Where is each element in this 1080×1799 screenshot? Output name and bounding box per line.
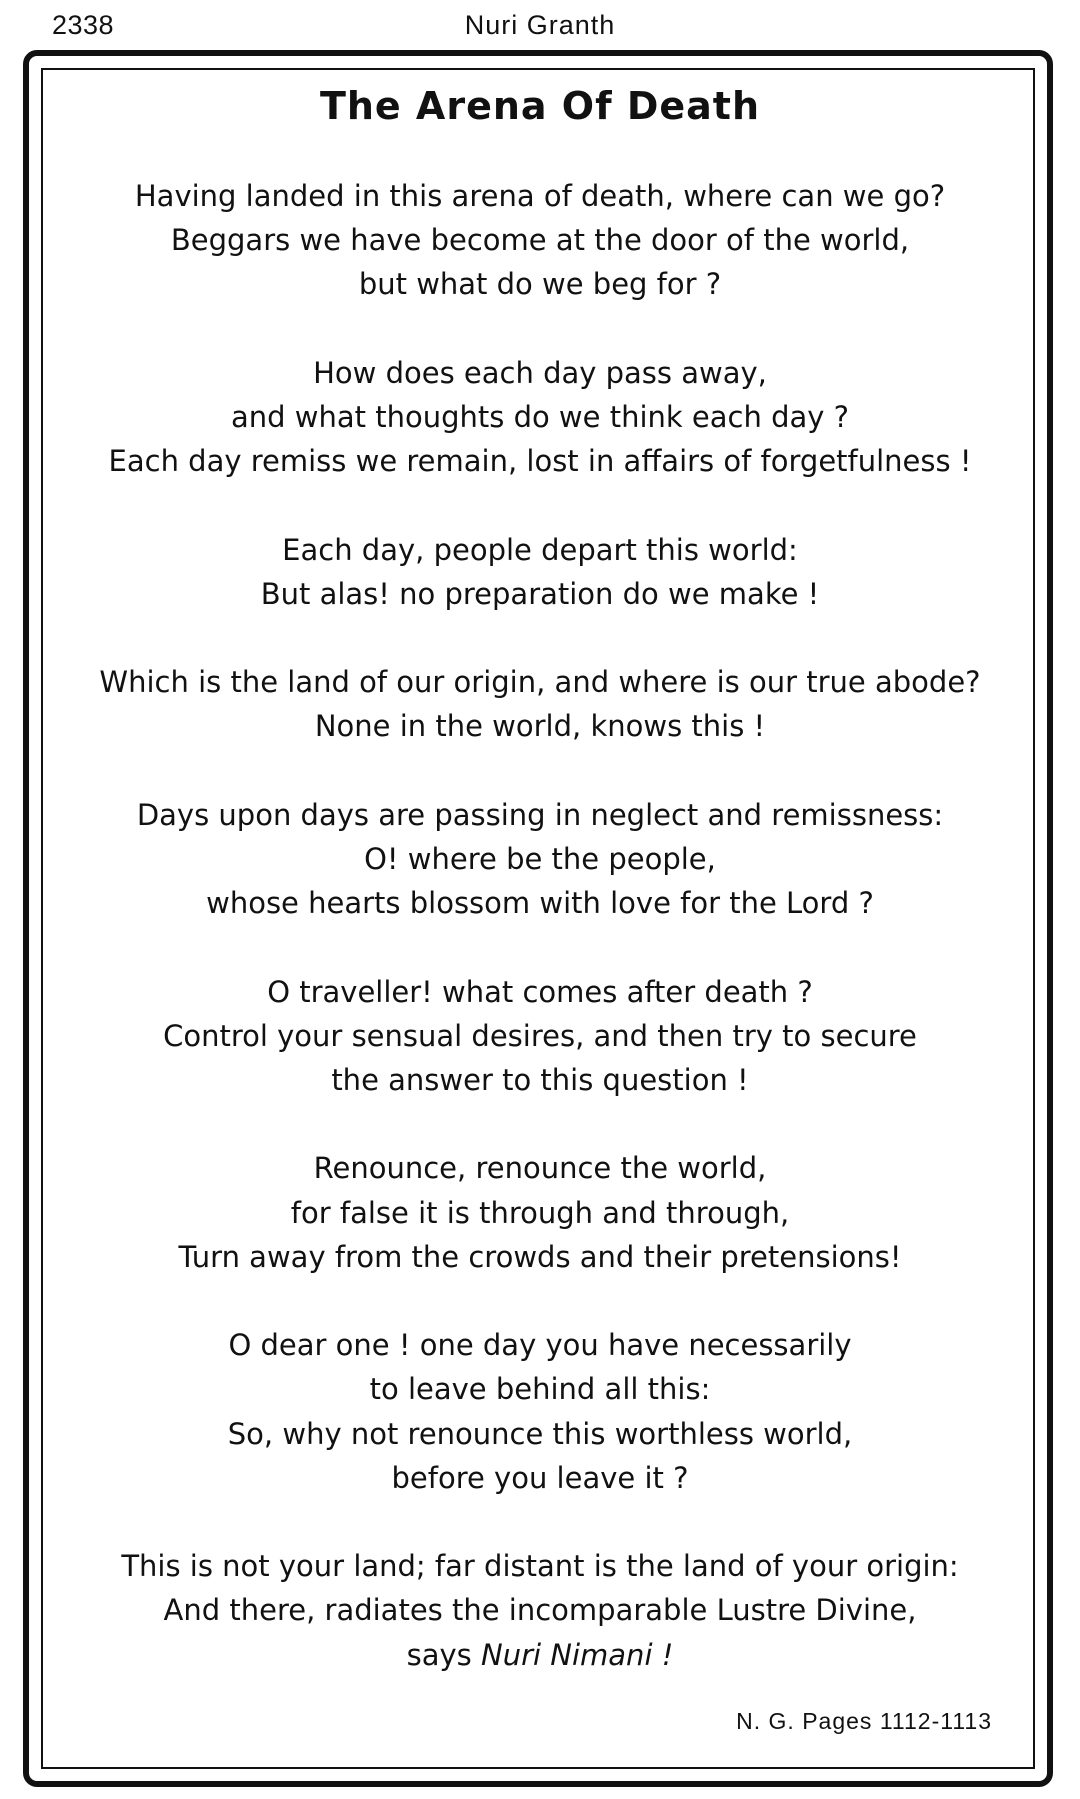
poem-line: Each day remiss we remain, lost in affairs of forgetfulness ! xyxy=(108,444,972,479)
page-reference: N. G. Pages 1112-1113 xyxy=(736,1708,992,1734)
poem-line: but what do we beg for ? xyxy=(358,267,722,302)
page-number: 2338 xyxy=(52,10,115,40)
poem-line: to leave behind all this: xyxy=(369,1372,711,1407)
poem-line: Control your sensual desires, and then try to secure xyxy=(163,1018,917,1053)
poem-line: But alas! no preparation do we make ! xyxy=(260,576,820,611)
poem-line: before you leave it ? xyxy=(391,1460,689,1495)
poem-closing-line xyxy=(40,1633,1040,1677)
closing-prefix: says xyxy=(406,1637,482,1672)
stanza xyxy=(40,1323,1040,1500)
poem-line: Which is the land of our origin, and where is our true abode? xyxy=(99,665,981,700)
stanza xyxy=(40,351,1040,484)
stanza xyxy=(40,660,1040,748)
poem-title: The Arena Of Death xyxy=(319,84,761,128)
stanza xyxy=(40,970,1040,1103)
stanza xyxy=(40,528,1040,616)
poet-name: Nuri Nimani ! xyxy=(481,1637,674,1672)
poem-line: Beggars we have become at the door of the world, xyxy=(170,223,910,258)
poem-line: for false it is through and through, xyxy=(290,1195,790,1230)
stanza xyxy=(40,1146,1040,1279)
poem-line: Having landed in this arena of death, where can we go? xyxy=(134,179,946,213)
poem-line: And there, radiates the incomparable Lustre Divine, xyxy=(163,1593,917,1628)
book-title: Nuri Granth xyxy=(464,10,616,40)
poem-line: and what thoughts do we think each day ? xyxy=(230,400,850,434)
poem-line: O dear one ! one day you have necessarily xyxy=(228,1328,852,1363)
stanza xyxy=(40,174,1040,307)
poem-line: This is not your land; far distant is the land of your origin: xyxy=(121,1549,959,1584)
poem-line: O traveller! what comes after death ? xyxy=(267,974,813,1009)
stanza xyxy=(40,793,1040,926)
poem-line: How does each day pass away, xyxy=(313,355,767,390)
poem-line: So, why not renounce this worthless world, xyxy=(227,1416,853,1451)
poem-line: None in the world, knows this ! xyxy=(314,709,766,744)
poem-line: O! where be the people, xyxy=(364,841,716,876)
poem-line: Each day, people depart this world: xyxy=(282,532,798,567)
stanza xyxy=(40,1544,1040,1677)
poem-line: whose hearts blossom with love for the Lord ? xyxy=(206,886,874,921)
poem-line: Turn away from the crowds and their pretensions! xyxy=(178,1239,902,1274)
poem-line: Days upon days are passing in neglect and remissness: xyxy=(136,797,944,832)
poem-line: Renounce, renounce the world, xyxy=(313,1151,767,1186)
poem-body xyxy=(40,174,1040,1721)
poem-line: the answer to this question ! xyxy=(331,1062,749,1097)
